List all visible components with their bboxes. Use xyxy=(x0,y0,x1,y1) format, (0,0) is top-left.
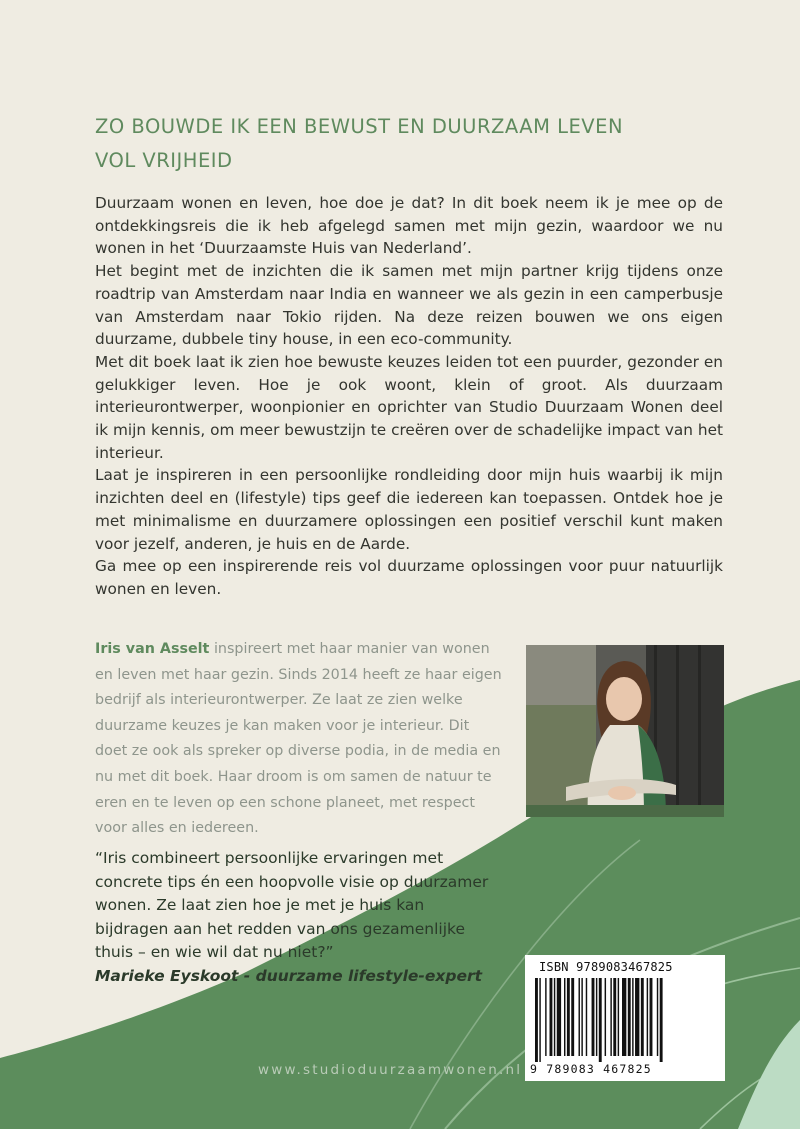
website-url: www.studioduurzaamwonen.nl xyxy=(258,1062,523,1078)
quote-text: “Iris combineert persoonlijke ervaringen met concrete tips én een hoopvolle visie op duurzamer wonen. Ze laat zien hoe je met je huis kan bijdragen aan het redden van ons gezamenlijke thuis – en wie wil dat nu niet?” xyxy=(95,849,489,961)
isbn-label: ISBN 9789083467825 xyxy=(539,960,673,974)
barcode-bar xyxy=(596,978,597,1056)
paragraph: Laat je inspireren in een persoonlijke rondleiding door mijn huis waarbij ik mijn inzichten deel en (lifestyle) tips geef die iedereen kan toepassen. Ontdek hoe je met minimalisme en duurzamere oplossingen een positief verschil kunt maken voor jezelf, anderen, je huis en de Aarde. xyxy=(95,466,723,553)
author-photo xyxy=(526,645,724,817)
barcode-bar xyxy=(641,978,644,1056)
barcode-bar xyxy=(557,978,561,1056)
barcode-bar xyxy=(610,978,611,1056)
paragraph: Ga mee op een inspirerende reis vol duurzame oplossingen voor puur natuurlijk wonen en leven. xyxy=(95,557,723,598)
author-name: Iris van Asselt xyxy=(95,641,210,657)
barcode-bar xyxy=(605,978,606,1056)
author-bio-text: inspireert met haar manier van wonen en leven met haar gezin. Sinds 2014 heeft ze haar eigen bedrijf als interieurontwerper. Ze laat ze zien welke duurzame keuzes je kan maken voor je interieur. Dit doet ze ook als spreker op diverse podia, in de media en nu met dit boek. Haar droom is om samen de natuur te eren en te leven op een schone planeet, met respect voor alles en iedereen. xyxy=(95,641,502,837)
barcode-bar xyxy=(535,978,538,1062)
barcode-bar xyxy=(550,978,553,1056)
barcode-bar xyxy=(647,978,648,1056)
barcode-bar xyxy=(618,978,619,1056)
barcode-bar xyxy=(567,978,570,1056)
barcode-bar xyxy=(554,978,555,1056)
barcode-bar xyxy=(628,978,631,1056)
barcode-bar xyxy=(581,978,582,1056)
barcode-bars xyxy=(535,978,718,1062)
barcode-bar xyxy=(539,978,540,1062)
barcode-bar xyxy=(599,978,602,1062)
barcode-bar xyxy=(660,978,663,1062)
barcode-bar xyxy=(586,978,587,1056)
paragraph: Met dit boek laat ik zien hoe bewuste keuzes leiden tot een puurder, gezonder en gelukkiger leven. Hoe je ook woont, klein of groot. Als duurzaam interieurontwerper, woonpionier en oprichter van Studio Duurzaam Wonen deel ik mijn kennis, om meer bewustzijn te creëren over de schadelijke impact van het interieur. xyxy=(95,352,723,462)
testimonial xyxy=(95,847,495,988)
barcode-bar xyxy=(657,978,658,1056)
quote-author: Marieke Eyskoot - duurzame lifestyle-expert xyxy=(95,966,483,985)
barcode-bar xyxy=(592,978,595,1056)
paragraph: Het begint met de inzichten die ik samen met mijn partner krijg tijdens onze roadtrip van Amsterdam naar India en wanneer we als gezin in een camperbusje van Amsterdam naar Tokio rijden. Na deze reizen bouwen we ons eigen duurzame, dubbele tiny house, in een eco-community. xyxy=(95,262,723,349)
barcode-bar xyxy=(545,978,546,1056)
barcode-bar xyxy=(564,978,565,1056)
barcode-bar xyxy=(571,978,574,1056)
barcode-bar xyxy=(635,978,639,1056)
author-bio xyxy=(95,637,505,842)
heading-line: VOL VRIJHEID xyxy=(95,149,233,172)
paragraph: Duurzaam wonen en leven, hoe doe je dat? In dit boek neem ik je mee op de ontdekkingsreis die ik heb afgelegd samen met mijn gezin, waardoor we nu wonen in het ‘Duurzaamste Huis van Nederland’. xyxy=(95,194,723,258)
heading-line: ZO BOUWDE IK EEN BEWUST EN DUURZAAM LEVEN xyxy=(95,115,624,138)
barcode-bar xyxy=(579,978,580,1056)
barcode-bar xyxy=(650,978,653,1056)
heading xyxy=(95,110,695,178)
barcode-bar xyxy=(613,978,616,1056)
barcode-bar xyxy=(622,978,626,1056)
book-description xyxy=(95,192,723,601)
barcode-bar xyxy=(632,978,633,1056)
isbn-digits: 9 789083 467825 xyxy=(530,1062,652,1076)
